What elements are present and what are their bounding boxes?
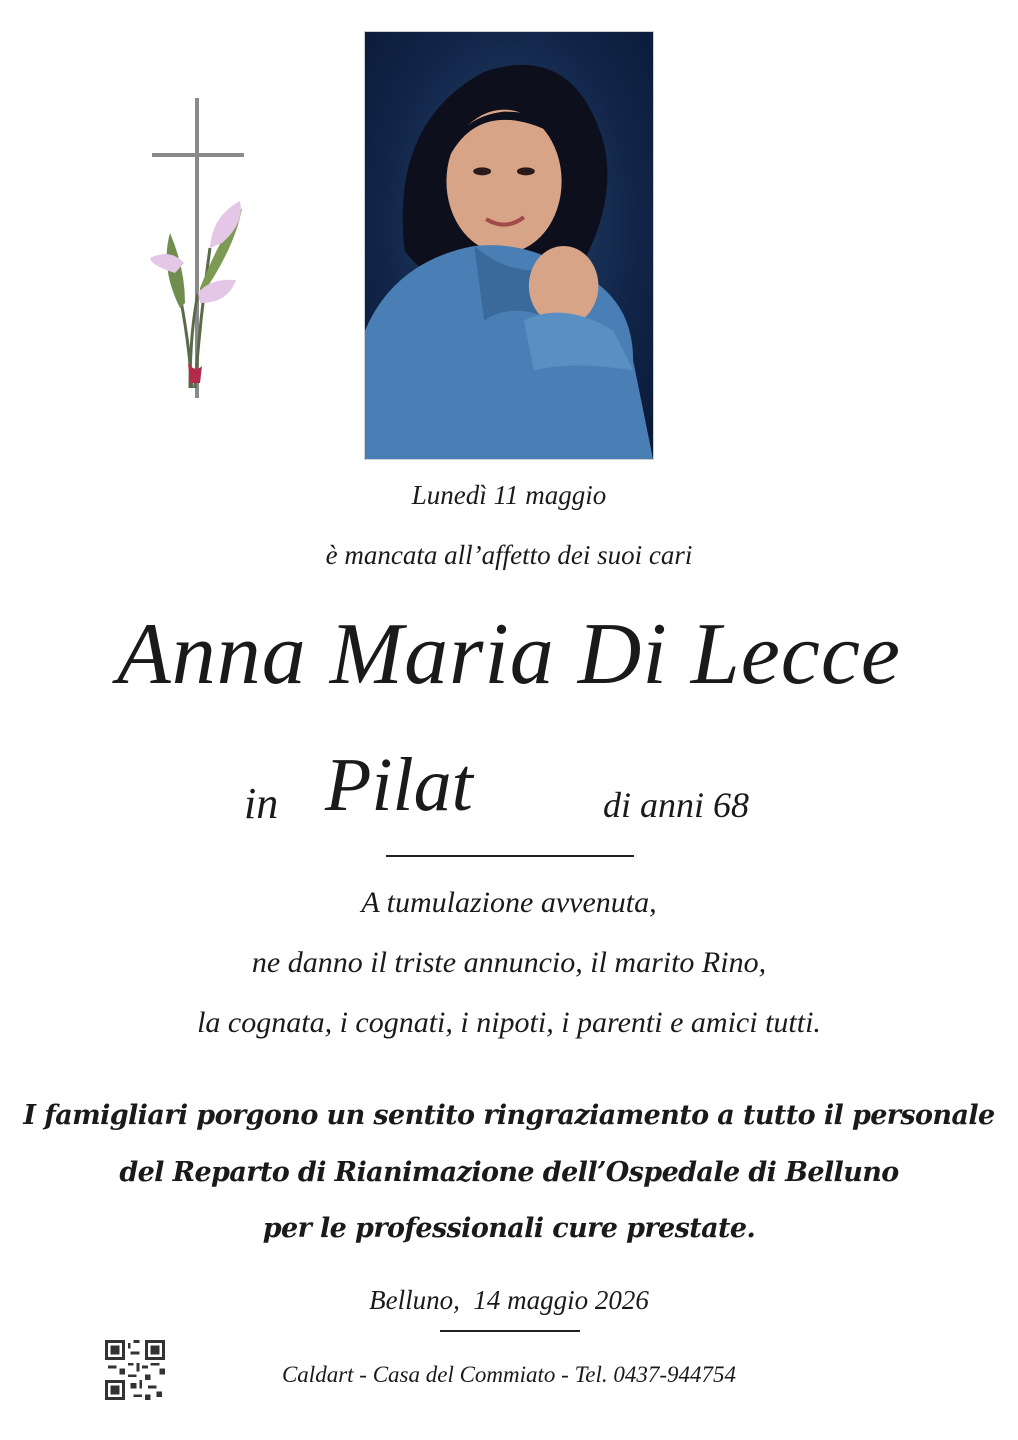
funeral-home-contact: Caldart - Casa del Commiato - Tel. 0437-944754: [281, 1362, 737, 1387]
married-prefix: in: [244, 779, 279, 828]
intro-phrase: è mancata all’affetto dei suoi cari: [325, 540, 693, 570]
thanks-line: per le professionali cure prestate.: [262, 1213, 756, 1244]
thanks-line: del Reparto di Rianimazione dell’Ospedale di Belluno: [119, 1157, 899, 1188]
portrait-photo: [364, 31, 654, 460]
thanks-line: I famigliari porgono un sentito ringraziamento a tutto il personale: [23, 1100, 995, 1131]
divider: [386, 855, 634, 857]
age: di anni 68: [603, 785, 750, 825]
married-surname: Pilat: [325, 743, 473, 827]
divider: [440, 1330, 580, 1332]
cross-with-lilies-icon: [140, 98, 255, 408]
announcement-line: A tumulazione avvenuta,: [361, 886, 657, 919]
announcement-line: la cognata, i cognati, i nipoti, i parenti e amici tutti.: [197, 1006, 821, 1039]
announcement-line: ne danno il triste annuncio, il marito Rino,: [251, 946, 767, 979]
deceased-full-name: Anna Maria Di Lecce: [117, 606, 901, 703]
death-date: Lunedì 11 maggio: [411, 480, 607, 510]
place-and-date: Belluno, 14 maggio 2026: [369, 1285, 649, 1315]
